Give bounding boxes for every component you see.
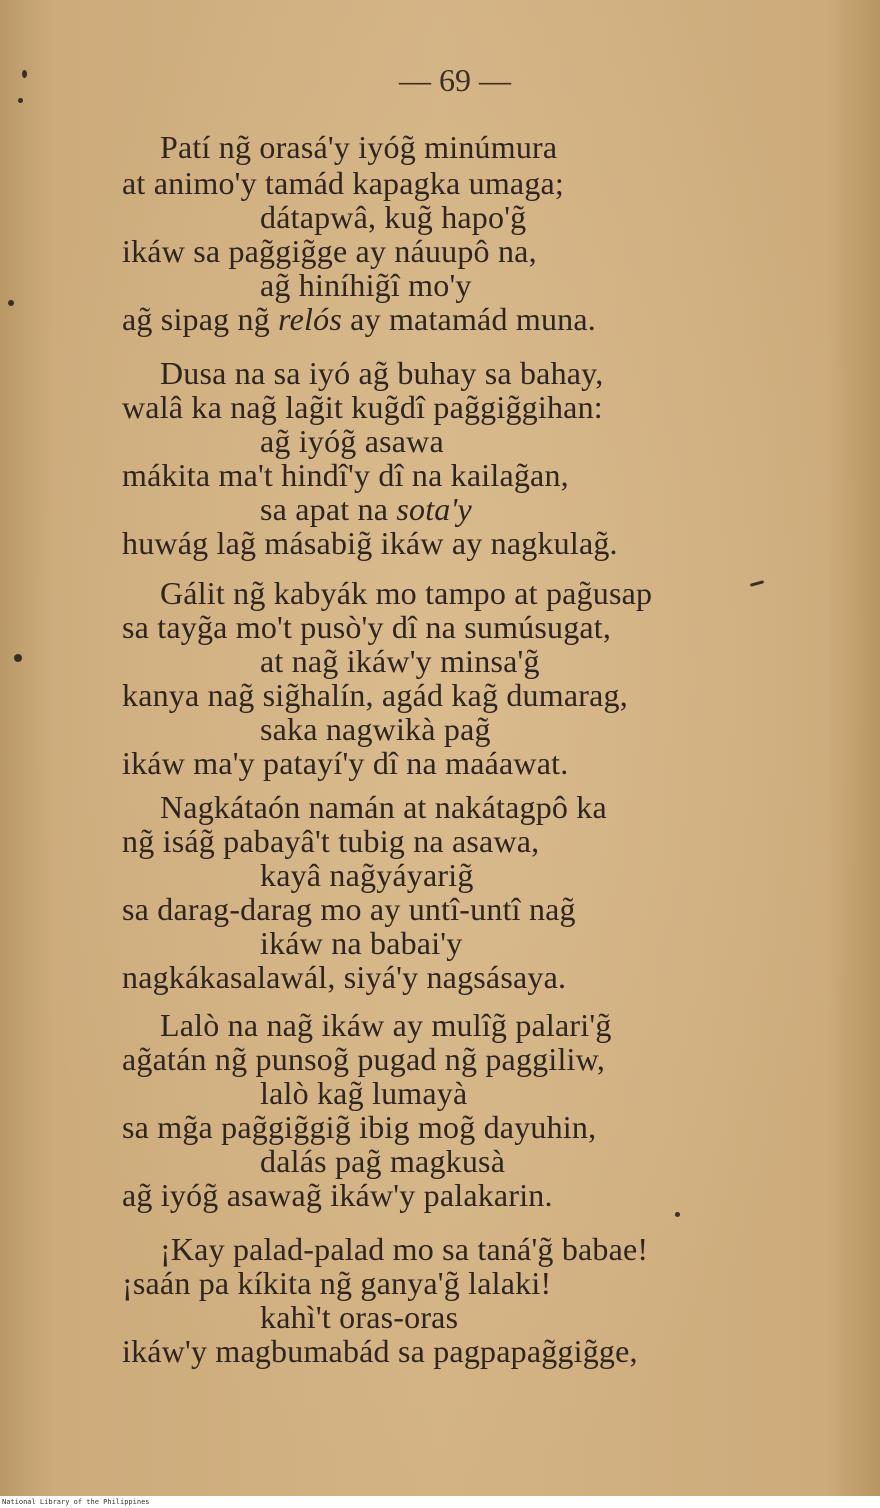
poem-line: nagkákasalawál, siyá'y nagsásaya. bbox=[122, 959, 567, 995]
library-footer: National Library of the Philippines bbox=[0, 1496, 880, 1508]
ink-speck bbox=[8, 300, 14, 306]
poem-line: ¡saán pa kíkita ng̃ ganya'g̃ lalaki! bbox=[122, 1265, 552, 1301]
ink-speck bbox=[22, 70, 27, 78]
poem-line: ikáw ma'y patayí'y dî na maáawat. bbox=[122, 745, 569, 781]
poem-line: sa mg̃a pag̃gig̃gig̃ ibig mog̃ dayuhin, bbox=[122, 1109, 597, 1145]
poem-line: Patí ng̃ orasá'y iyóg̃ minúmura bbox=[160, 129, 558, 165]
poem-line: Nagkátaón namán at nakátagpô ka bbox=[160, 789, 607, 825]
poem-line: Lalò na nag̃ ikáw ay mulîg̃ palari'g̃ bbox=[160, 1007, 612, 1043]
poem-line: ikáw na babai'y bbox=[260, 925, 463, 961]
poem-line: huwág lag̃ másabig̃ ikáw ay nagkulag̃. bbox=[122, 525, 618, 561]
line-text: ag̃ sipag ng̃ bbox=[122, 301, 279, 337]
poem-line: Dusa na sa iyó ag̃ buhay sa bahay, bbox=[160, 355, 604, 391]
poem-line: at nag̃ ikáw'y minsa'g̃ bbox=[260, 643, 540, 679]
italic-word: relós bbox=[278, 301, 342, 337]
poem-line: dátapwâ, kug̃ hapo'g̃ bbox=[260, 199, 527, 235]
poem-line: ag̃ iyóg̃ asawa bbox=[260, 423, 444, 459]
ink-speck bbox=[14, 654, 22, 662]
poem-line: ag̃ iyóg̃ asawag̃ ikáw'y palakarin. bbox=[122, 1177, 553, 1213]
poem-line: ¡Kay palad-palad mo sa taná'g̃ babae! bbox=[160, 1231, 649, 1267]
poem-line: walâ ka nag̃ lag̃it kug̃dî pag̃gig̃gihan: bbox=[122, 389, 603, 425]
poem-line: ng̃ iság̃ pabayâ't tubig na asawa, bbox=[122, 823, 540, 859]
poem-line: kahì't oras-oras bbox=[260, 1299, 459, 1335]
ink-speck bbox=[675, 1212, 680, 1217]
poem-line: kanya nag̃ sig̃halín, agád kag̃ dumarag, bbox=[122, 677, 628, 713]
poem-line: sa tayg̃a mo't pusò'y dî na sumúsugat, bbox=[122, 609, 612, 645]
line-text: sa apat na bbox=[260, 491, 397, 527]
poem-line: ikáw sa pag̃gig̃ge ay náuupô na, bbox=[122, 233, 537, 269]
italic-word: sota'y bbox=[396, 491, 472, 527]
poem-line: sa darag-darag mo ay untî-untî nag̃ bbox=[122, 891, 576, 927]
poem-line: ag̃ hiníhig̃î mo'y bbox=[260, 267, 472, 303]
poem-line: ikáw'y magbumabád sa pagpapag̃gig̃ge, bbox=[122, 1333, 638, 1369]
poem-line-with-italic bbox=[122, 302, 596, 336]
poem-line: mákita ma't hindî'y dî na kailag̃an, bbox=[122, 457, 569, 493]
ink-mark bbox=[750, 580, 764, 587]
poem-line-with-italic bbox=[260, 492, 472, 526]
poem-line: Gálit ng̃ kabyák mo tampo at pag̃usap bbox=[160, 575, 653, 611]
poem-line: at animo'y tamád kapagka umaga; bbox=[122, 165, 565, 201]
page-number: — 69 — bbox=[399, 62, 511, 98]
poem-line: lalò kag̃ lumayà bbox=[260, 1075, 468, 1111]
poem-line: kayâ nag̃yáyarig̃ bbox=[260, 857, 474, 893]
poem-line: saka nagwikà pag̃ bbox=[260, 711, 491, 747]
line-text: ay matamád muna. bbox=[341, 301, 596, 337]
poem-line: ag̃atán ng̃ punsog̃ pugad ng̃ paggiliw, bbox=[122, 1041, 606, 1077]
ink-speck bbox=[18, 98, 23, 103]
poem-line: dalás pag̃ magkusà bbox=[260, 1143, 506, 1179]
